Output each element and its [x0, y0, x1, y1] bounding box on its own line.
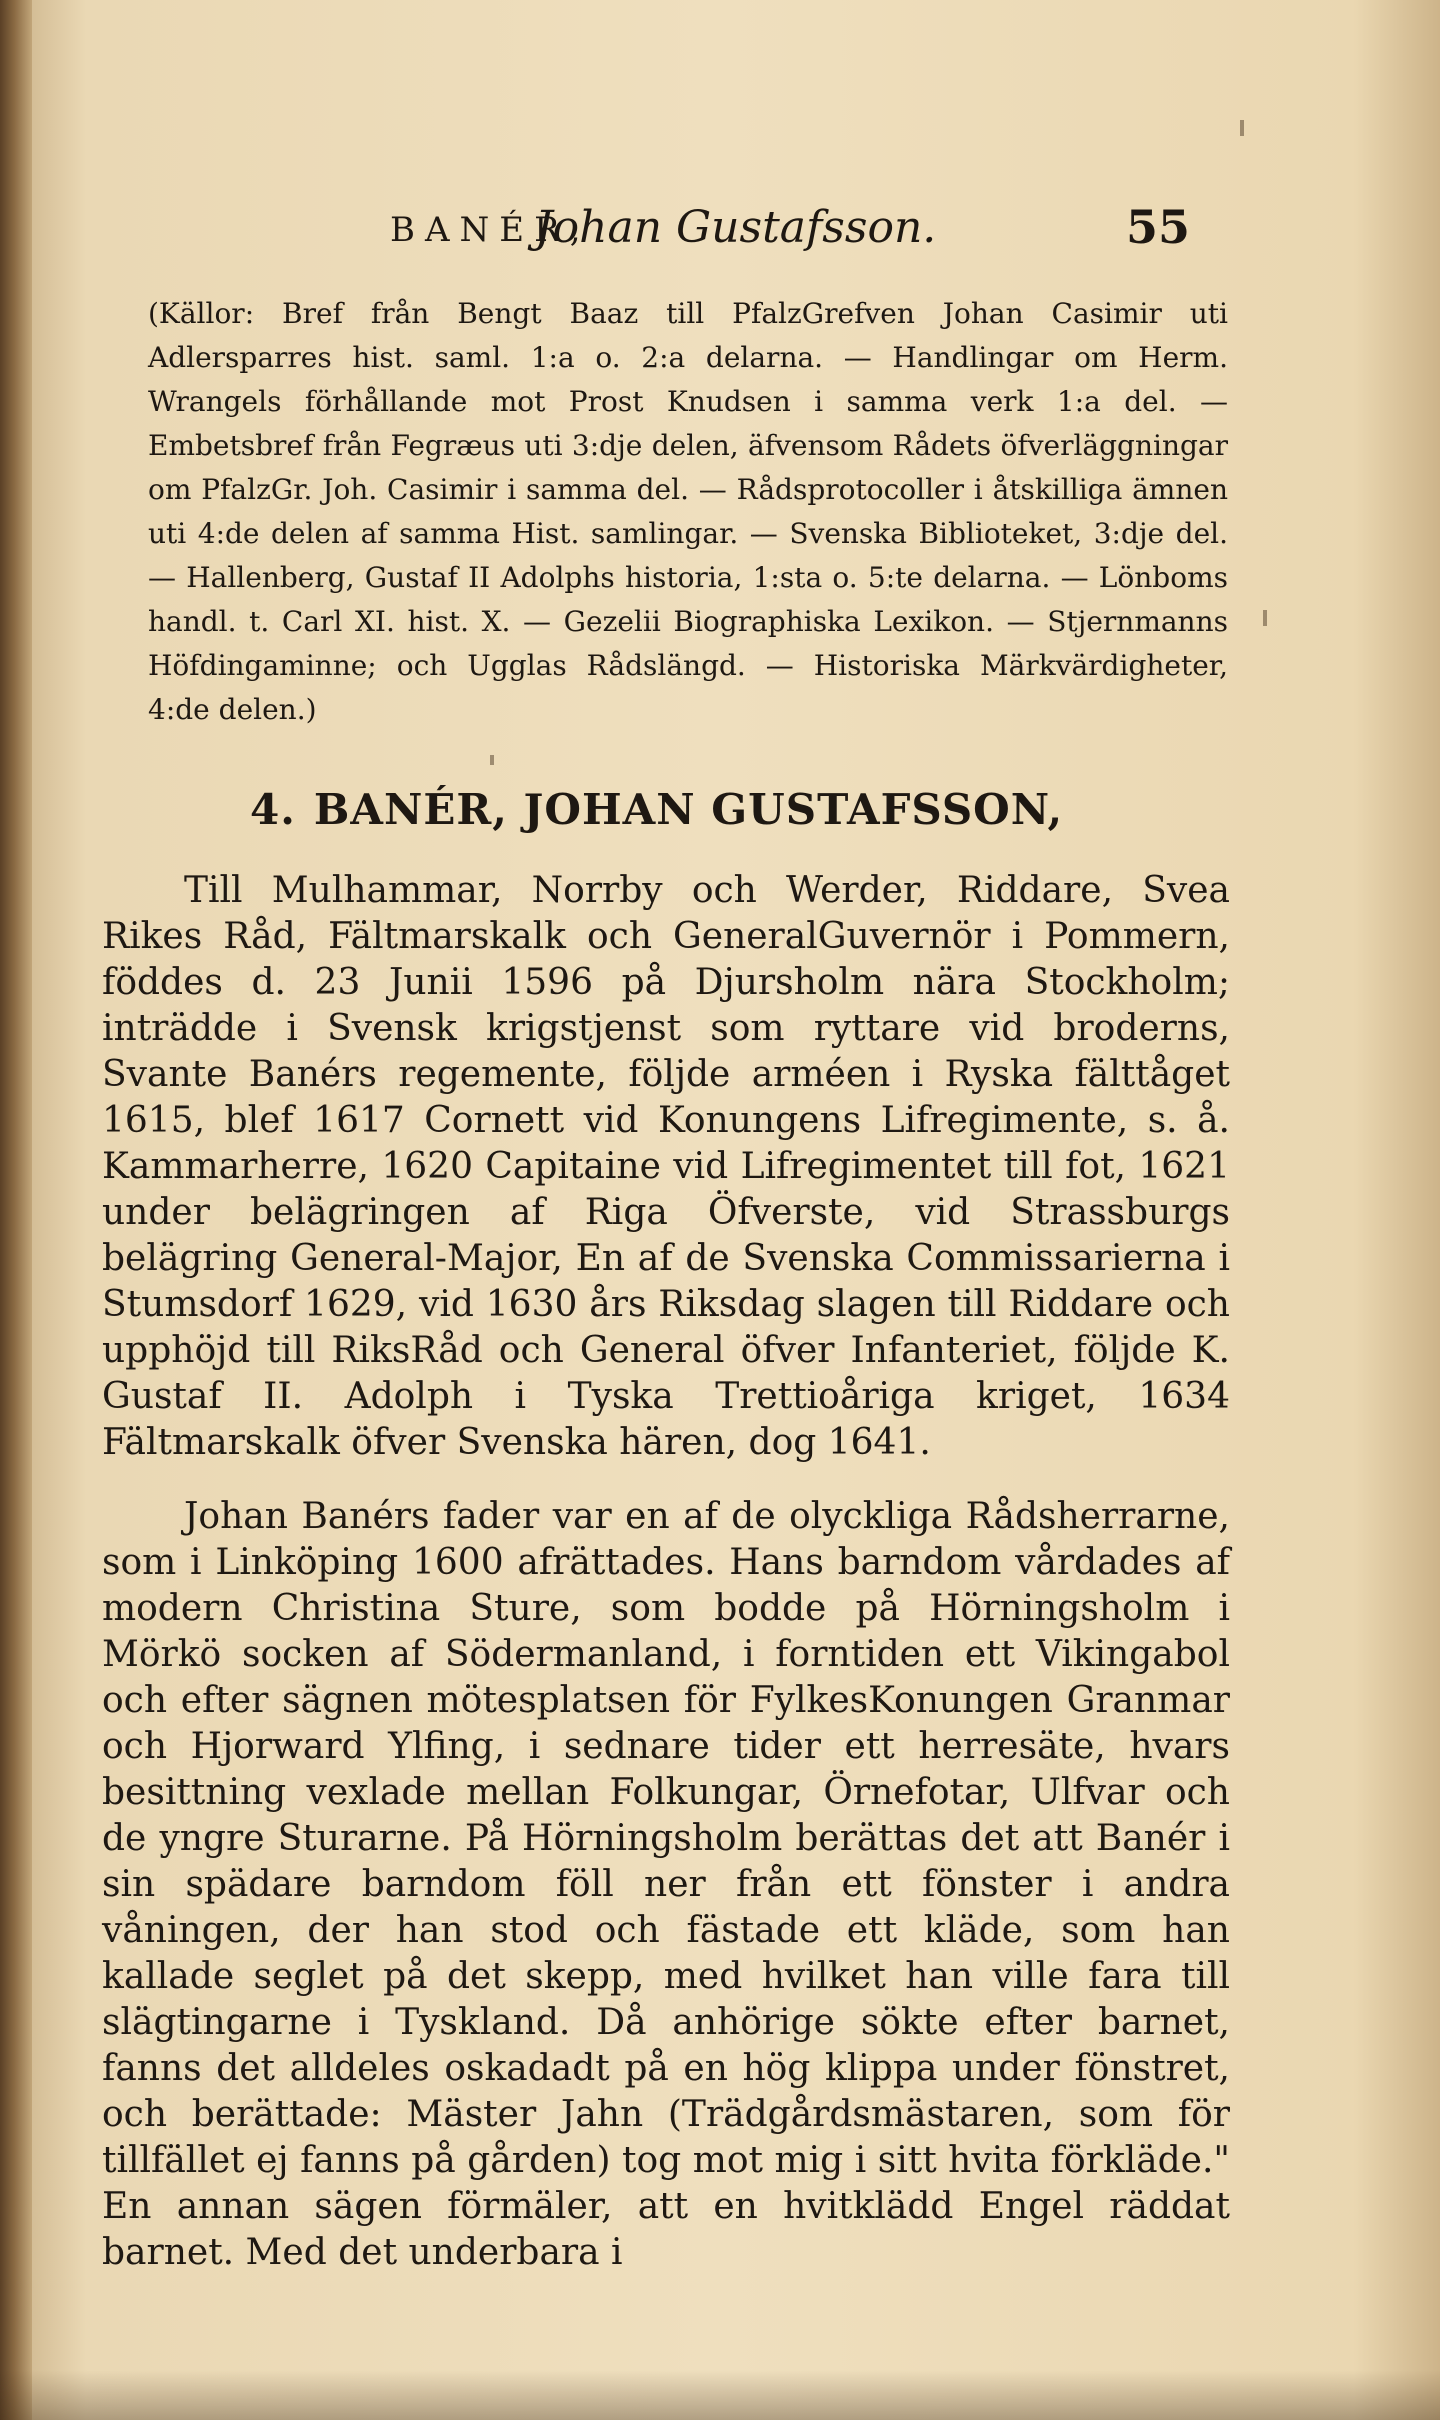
page-speck	[490, 755, 494, 765]
book-spine	[0, 0, 32, 2420]
running-head-author: BANÉR,	[390, 210, 591, 250]
entry-number: 4.	[250, 785, 296, 834]
page-speck	[1263, 610, 1267, 626]
running-head-name: Johan Gustafsson.	[535, 202, 937, 253]
entry-title: BANÉR, JOHAN GUSTAFSSON,	[313, 785, 1064, 834]
body-paragraph-1: Till Mulhammar, Norrby och Werder, Riddare, Svea Rikes Råd, Fältmarskalk och GeneralGuvernör i Pommern, föddes d. 23 Junii 1596 på Djursholm nära Stockholm; inträdde i Svensk krigstjenst som ryttare vid broderns, Svante Banérs regemente, följde arméen i Ryska fälttåget 1615, blef 1617 Cornett vid Konungens Lifregimente, s. å. Kammarherre, 1620 Capitaine vid Lifregimentet till fot, 1621 under belägringen af Riga Öfverste, vid Strassburgs belägring General-Major, En af de Svenska Commissarierna i Stumsdorf 1629, vid 1630 års Riksdag slagen till Riddare och upphöjd till RiksRåd och General öfver Infanteriet, följde K. Gustaf II. Adolph i Tyska Trettioåriga kriget, 1634 Fältmarskalk öfver Svenska hären, dog 1641.	[102, 870, 1230, 1463]
body-text	[102, 868, 1230, 2304]
page-number: 55	[1125, 200, 1190, 254]
running-head	[390, 200, 1230, 270]
page-speck	[1240, 120, 1244, 136]
sources-paragraph: (Källor: Bref från Bengt Baaz till PfalzGrefven Johan Casimir uti Adlersparres hist. saml. 1:a o. 2:a delarna. — Handlingar om Herm. Wrangels förhållande mot Prost Knudsen i samma verk 1:a del. — Embetsbref från Fegræus uti 3:dje delen, äfvensom Rådets öfverläggningar om PfalzGr. Joh. Casimir i samma del. — Rådsprotocoller i åtskilliga ämnen uti 4:de delen af samma Hist. samlingar. — Svenska Biblioteket, 3:dje del. — Hallenberg, Gustaf II Adolphs historia, 1:sta o. 5:te delarna. — Lönboms handl. t. Carl XI. hist. X. — Gezelii Biographiska Lexikon. — Stjernmanns Höfdingaminne; och Ugglas Rådslängd. — Historiska Märkvärdigheter, 4:de delen.)	[148, 297, 1228, 726]
page-bottom-shadow	[0, 2370, 1440, 2420]
entry-heading	[250, 785, 1150, 834]
body-paragraph-2: Johan Banérs fader var en af de olyckliga Rådsherrarne, som i Linköping 1600 afrättades. Hans barndom vårdades af modern Christina Sture, som bodde på Hörningsholm i Mörkö socken af Södermanland, i forntiden ett Vikingabol och efter sägnen mötesplatsen för FylkesKonungen Granmar och Hjorward Ylfing, i sednare tider ett herresäte, hvars besittning vexlade mellan Folkungar, Örnefotar, Ulfvar och de yngre Sturarne. På Hörningsholm berättas det att Banér i sin spädare barndom föll ner från ett fönster i andra våningen, der han stod och fästade ett kläde, som han kallade seglet på det skepp, med hvilket han ville fara till slägtingarne i Tyskland. Då anhörige sökte efter barnet, fanns det alldeles oskadadt på en hög klippa under fönstret, och berättade: Mäster Jahn (Trädgårdsmästaren, som för tillfället ej fanns på gården) tog mot mig i sitt hvita förkläde." En annan sägen förmäler, att en hvitklädd Engel räddat barnet. Med det underbara i	[102, 1496, 1230, 2273]
